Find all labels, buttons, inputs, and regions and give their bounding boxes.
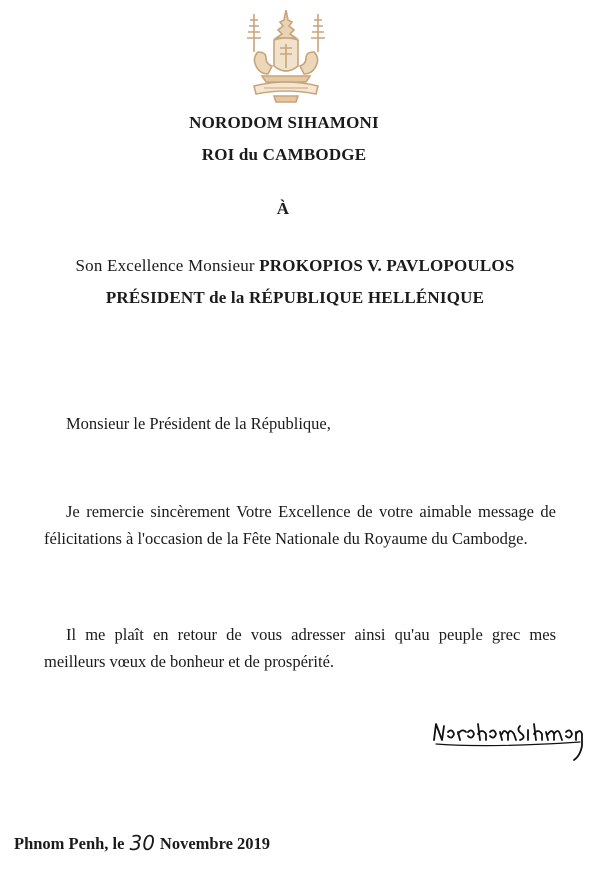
body-paragraph-1-text: Je remercie sincèrement Votre Excellence de votre aimable message de félicitations à l'occasion de la Fête Nationale du Royaume du Cambodge. [44,502,556,548]
address-word: À [276,199,290,218]
body-paragraph-1 [44,498,556,552]
salutation: Monsieur le Président de la République, [66,414,331,433]
date-day-handwritten: 30 [129,831,155,855]
sender-title: ROI du CAMBODGE [201,145,367,164]
body-paragraph-2-text: Il me plaît en retour de vous adresser ainsi qu'au peuple grec mes meilleurs vœux de bonheur et de prospérité. [44,625,556,671]
recipient-line-1 [0,256,590,276]
recipient-name: PROKOPIOS V. PAVLOPOULOS [259,256,515,275]
body-paragraph-2 [44,621,556,675]
sender-name: NORODOM SIHAMONI [189,113,379,132]
date-month-year: Novembre 2019 [159,834,271,853]
royal-coat-of-arms-icon [244,8,328,104]
handwritten-signature [430,716,586,772]
date-place: Phnom Penh, le [14,834,125,853]
date-line [14,830,270,854]
recipient-line-2: PRÉSIDENT de la RÉPUBLIQUE HELLÉNIQUE [105,288,485,307]
recipient-prefix: Son Excellence Monsieur [75,256,255,275]
